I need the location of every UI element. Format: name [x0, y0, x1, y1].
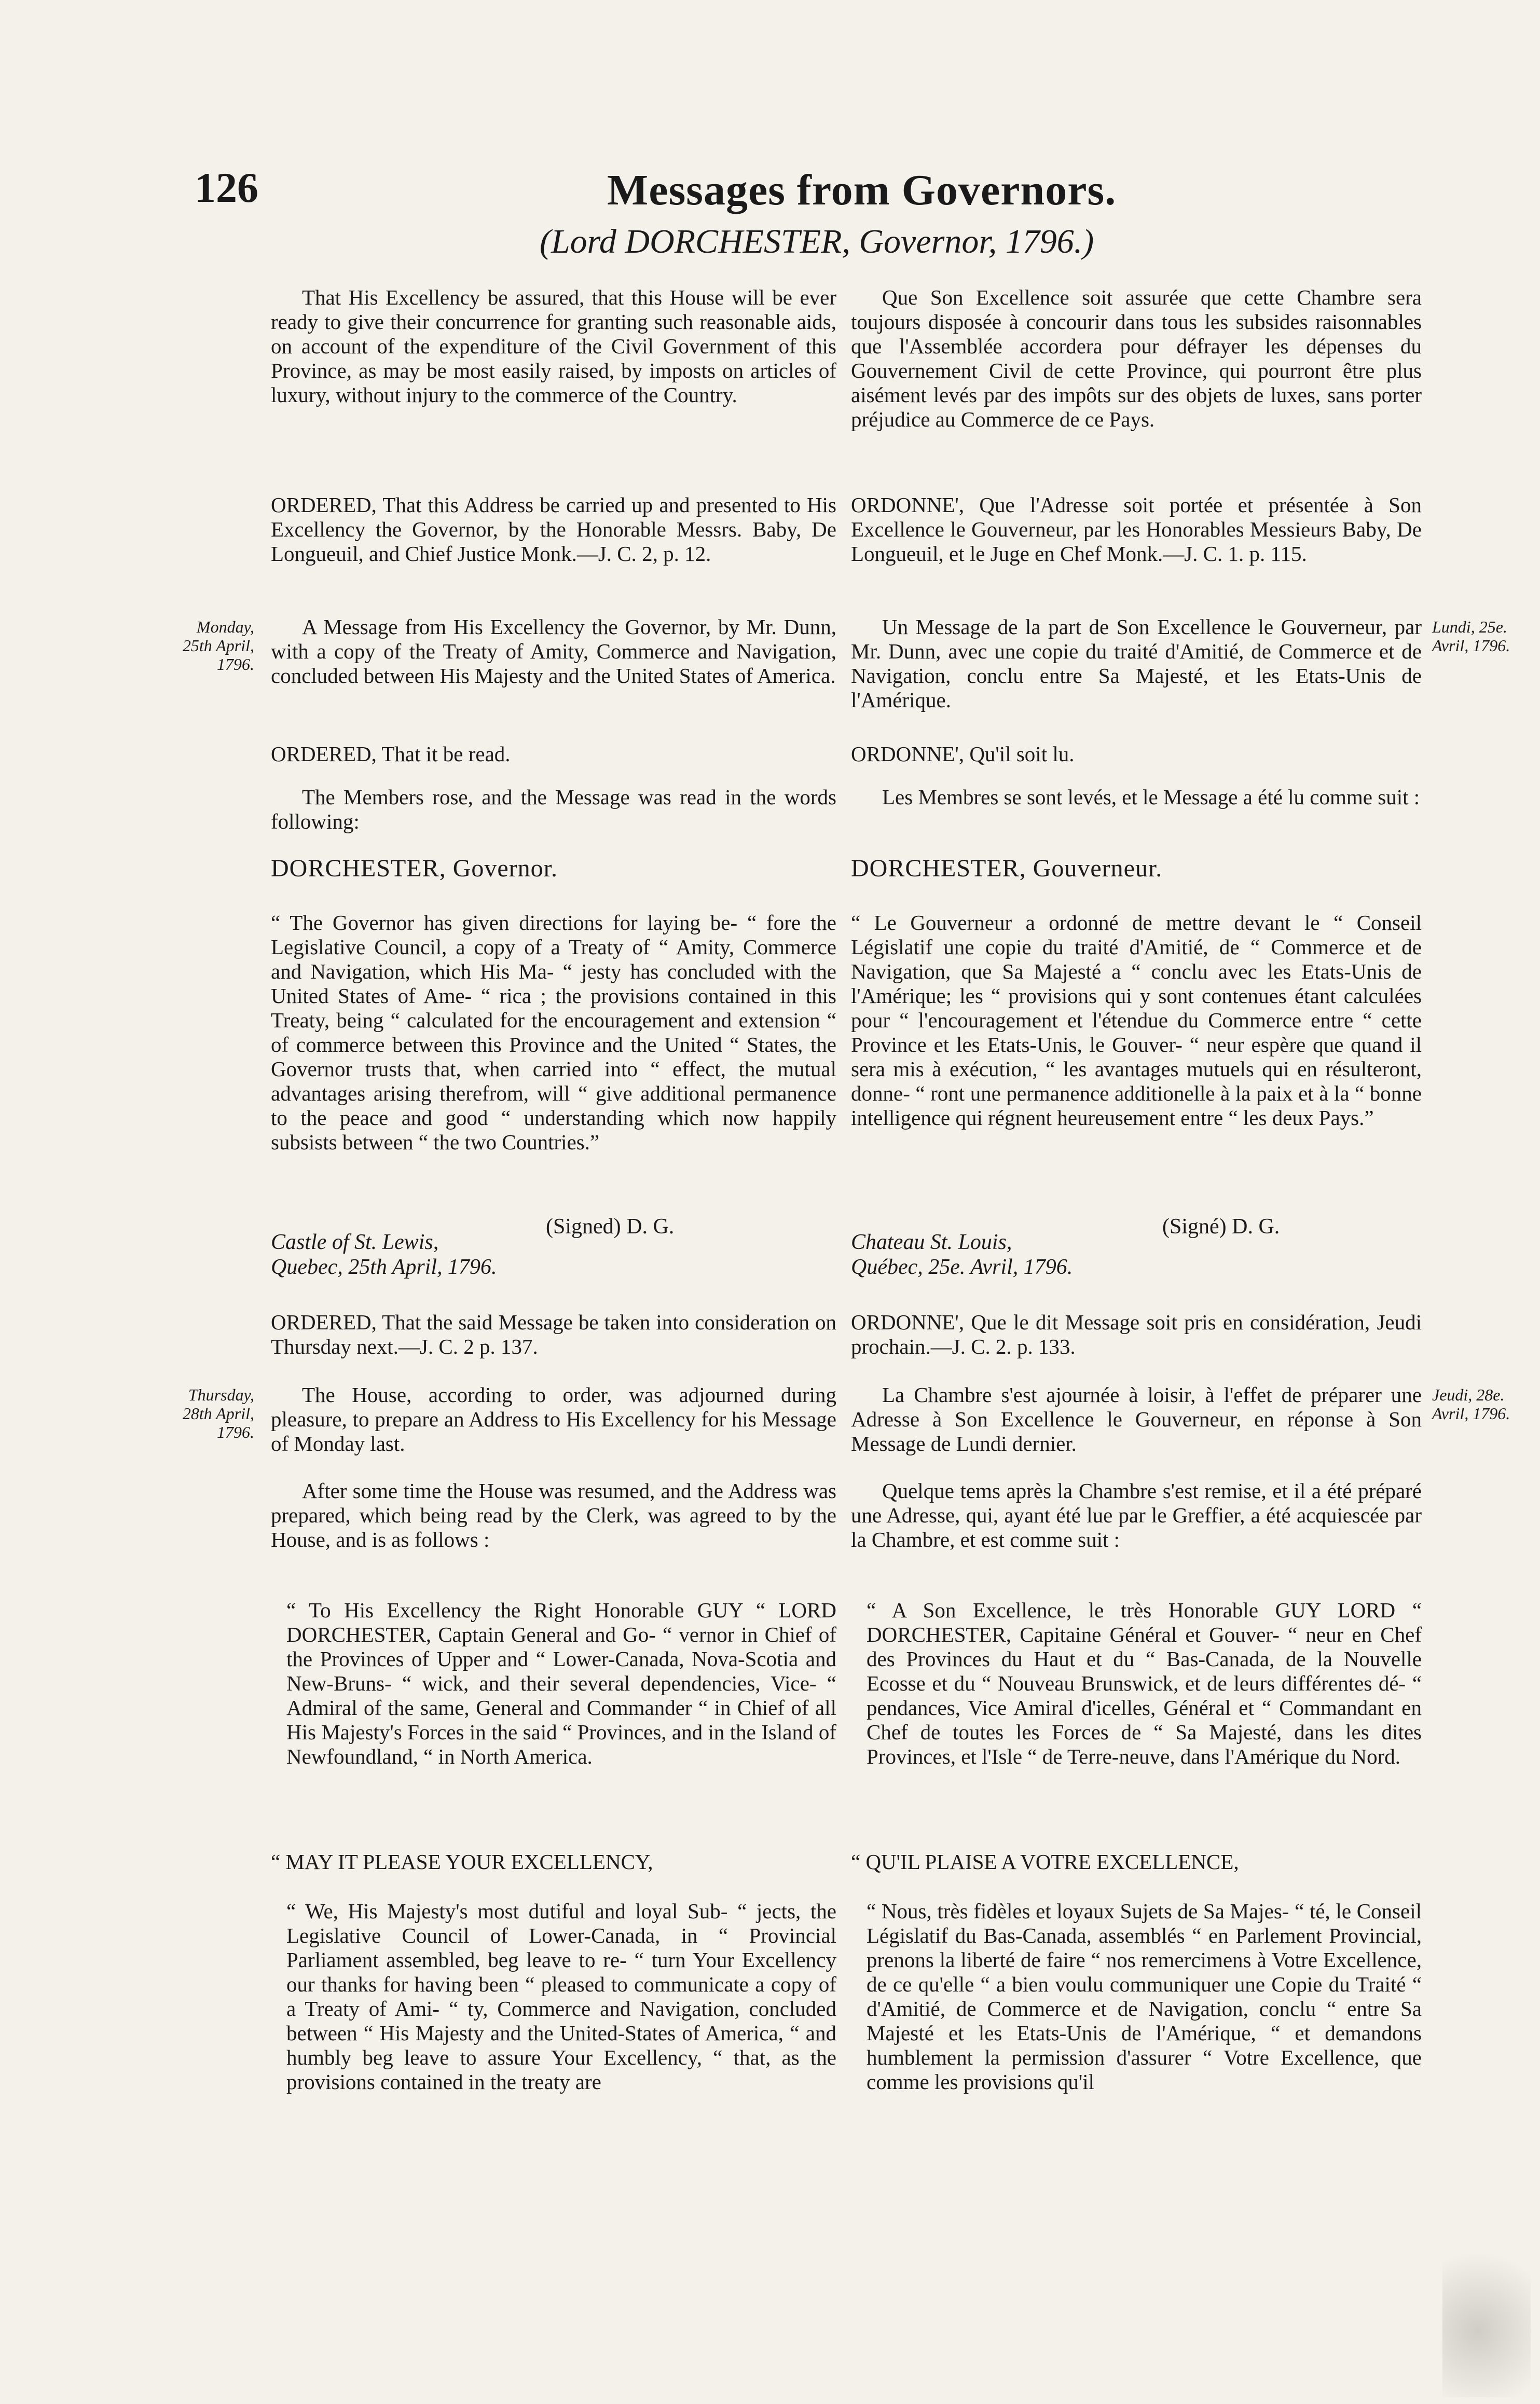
- address-greeting: “ QU'IL PLAISE A VOTRE EXCELLENCE,: [851, 1850, 1239, 1874]
- margin-date-note: Jeudi, 28e. Avril, 1796.: [1432, 1385, 1510, 1423]
- paragraph-ordered: ORDERED, That this Address be carried up and presented to His Excellency the Governor, by the Honorable Messrs. Baby, De Longueuil, and Chief Justice Monk.—J. C. 2, p. 12.: [271, 493, 836, 566]
- paragraph-ordonne: ORDONNE', Que le dit Message soit pris en considération, Jeudi prochain.—J. C. 2. p. 133.: [851, 1310, 1422, 1358]
- page-number: 126: [195, 164, 258, 211]
- message-quote: “ Le Gouverneur a ordonné de mettre devant le “ Conseil Législatif une copie du traité d'Amitié, de “ Commerce et de Navigation, que Sa Majesté a “ conclu avec les Etats-Unis de l'Amérique; les “ provisions qui y sont contenues étant calculées pour “ l'encouragement et l'étendue du Commerce entre “ cette Province et les Etats-Unis, le Gouver- “ neur espère que quand il sera mis à exécution, “ les avantages mutuels qui en résulteront, donne- “ ront une permanence additionelle à la paix et à la “ bonne intelligence qui régnent heureusement entre “ les deux Pays.”: [851, 911, 1422, 1130]
- address-body: “ We, His Majesty's most dutiful and loyal Sub- “ jects, the Legislative Council of Lower-Canada, in “ Provincial Parliament assembled, beg leave to re- “ turn Your Excellency our thanks for having been “ pleased to communicate a copy of a Treaty of Ami- “ ty, Commerce and Navigation, concluded between “ His Majesty and the United-States of America, “ and humbly beg leave to assure Your Excellency, “ that, as the provisions contained in the treaty are: [286, 1899, 836, 2094]
- margin-date-note: Lundi, 25e. Avril, 1796.: [1432, 617, 1510, 655]
- paragraph: Un Message de la part de Son Excellence le Gouverneur, par Mr. Dunn, avec une copie du traité d'Amitié, de Commerce et de Navigation, conclu entre Sa Majesté, et les Etats-Unis de l'Amérique.: [851, 615, 1422, 712]
- page-subtitle: (Lord DORCHESTER, Governor, 1796.): [540, 223, 1094, 260]
- address-greeting: “ MAY IT PLEASE YOUR EXCELLENCY,: [271, 1850, 653, 1874]
- paragraph-ordered: ORDERED, That it be read.: [271, 742, 511, 766]
- signature: (Signed) D. G.: [546, 1215, 675, 1239]
- paper-stain: [1442, 2231, 1531, 2397]
- address-salutation: “ To His Excellency the Right Honorable GUY “ LORD DORCHESTER, Captain General and Go- “ vernor in Chief of the Provinces of Upper and “ Lower-Canada, Nova-Scotia and New-Bruns- “ wick, and their several dependencies, Vice- “ Admiral of the same, General and Commander “ in Chief of all His Majesty's Forces in the said “ Provinces, and in the Island of Newfoundland, “ in North America.: [286, 1598, 836, 1768]
- signature: (Signé) D. G.: [1162, 1215, 1280, 1239]
- margin-date-note: Thursday, 28th April, 1796.: [182, 1385, 254, 1441]
- paragraph: La Chambre s'est ajournée à loisir, à l'effet de préparer une Adresse à Son Excellence le Gouverneur, en réponse à Son Message de Lundi dernier.: [851, 1383, 1422, 1455]
- dateline: Chateau St. Louis, Québec, 25e. Avril, 1796.: [851, 1230, 1073, 1279]
- paragraph: Que Son Excellence soit assurée que cette Chambre sera toujours disposée à concourir dans tous les subsides raisonnables que l'Assemblée accordera pour défrayer les dépenses du Gouvernement Civil de cette Province, qui pourront être plus aisément levés par des impôts sur des objets de luxes, sans porter préjudice au Commerce de ce Pays.: [851, 285, 1422, 431]
- address-body: “ Nous, très fidèles et loyaux Sujets de Sa Majes- “ té, le Conseil Législatif du Bas-Canada, assemblés “ en Parlement Provincial, prenons la liberté de faire “ nos remercimens à Votre Excellence, de ce qu'elle “ a bien voulu communiquer une Copie du Traité “ d'Amitié, de Commerce et de Navigation, conclu “ entre Sa Majesté et les Etats-Unis de l'Amérique, “ et demandons humblement la permission d'assurer “ Votre Excellence, que comme les provisions qu'il: [867, 1899, 1422, 2094]
- paragraph: After some time the House was resumed, and the Address was prepared, which being read by the Clerk, was agreed to by the House, and is as follows :: [271, 1479, 836, 1551]
- paragraph: That His Excellency be assured, that this House will be ever ready to give their concurrence for granting such reasonable aids, on account of the expenditure of the Civil Government of this Province, as may be most easily raised, by imposts on articles of luxury, without injury to the commerce of the Country.: [271, 285, 836, 407]
- running-head: Messages from Governors.: [607, 166, 1117, 214]
- governor-heading: DORCHESTER, Governor.: [271, 855, 558, 882]
- paragraph-ordonne: ORDONNE', Que l'Adresse soit portée et présentée à Son Excellence le Gouverneur, par les Honorables Messieurs Baby, De Longueuil, et le Juge en Chef Monk.—J. C. 1. p. 115.: [851, 493, 1422, 566]
- paragraph: A Message from His Excellency the Governor, by Mr. Dunn, with a copy of the Treaty of Amity, Commerce and Navigation, concluded between His Majesty and the United States of America.: [271, 615, 836, 688]
- paragraph-ordonne: ORDONNE', Qu'il soit lu.: [851, 742, 1075, 766]
- paragraph: Les Membres se sont levés, et le Message a été lu comme suit :: [882, 785, 1420, 809]
- margin-date-note: Monday, 25th April, 1796.: [182, 617, 254, 674]
- governor-heading: DORCHESTER, Gouverneur.: [851, 855, 1163, 882]
- paragraph: The Members rose, and the Message was read in the words following:: [271, 785, 836, 833]
- paragraph: The House, according to order, was adjourned during pleasure, to prepare an Address to His Excellency for his Message of Monday last.: [271, 1383, 836, 1455]
- message-quote: “ The Governor has given directions for laying be- “ fore the Legislative Council, a copy of a Treaty of “ Amity, Commerce and Navigation, which His Ma- “ jesty has concluded with the United States of Ame- “ rica ; the provisions contained in this Treaty, being “ calculated for the encouragement and extension “ of commerce between this Province and the United “ States, the Governor trusts that, when carried into “ effect, the mutual advantages arising therefrom, will “ give additional permanence to the peace and good “ understanding which now happily subsists between “ the two Countries.”: [271, 911, 836, 1154]
- dateline: Castle of St. Lewis, Quebec, 25th April, 1796.: [271, 1230, 497, 1279]
- address-salutation: “ A Son Excellence, le très Honorable GUY LORD “ DORCHESTER, Capitaine Général et Gouver- “ neur en Chef des Provinces du Haut et du “ Bas-Canada, de la Nouvelle Ecosse et du “ Nouveau Brunswick, et de leurs différentes dé- “ pendances, Vice Amiral d'icelles, Général et “ Commandant en Chef de toutes les Forces de “ Sa Majesté, dans les dites Provinces, et l'Isle “ de Terre-neuve, dans l'Amérique du Nord.: [867, 1598, 1422, 1768]
- paragraph-ordered: ORDERED, That the said Message be taken into consideration on Thursday next.—J. C. 2 p. 137.: [271, 1310, 836, 1358]
- paragraph: Quelque tems après la Chambre s'est remise, et il a été préparé une Adresse, qui, ayant été lue par le Greffier, a été acquiescée par la Chambre, et est comme suit :: [851, 1479, 1422, 1551]
